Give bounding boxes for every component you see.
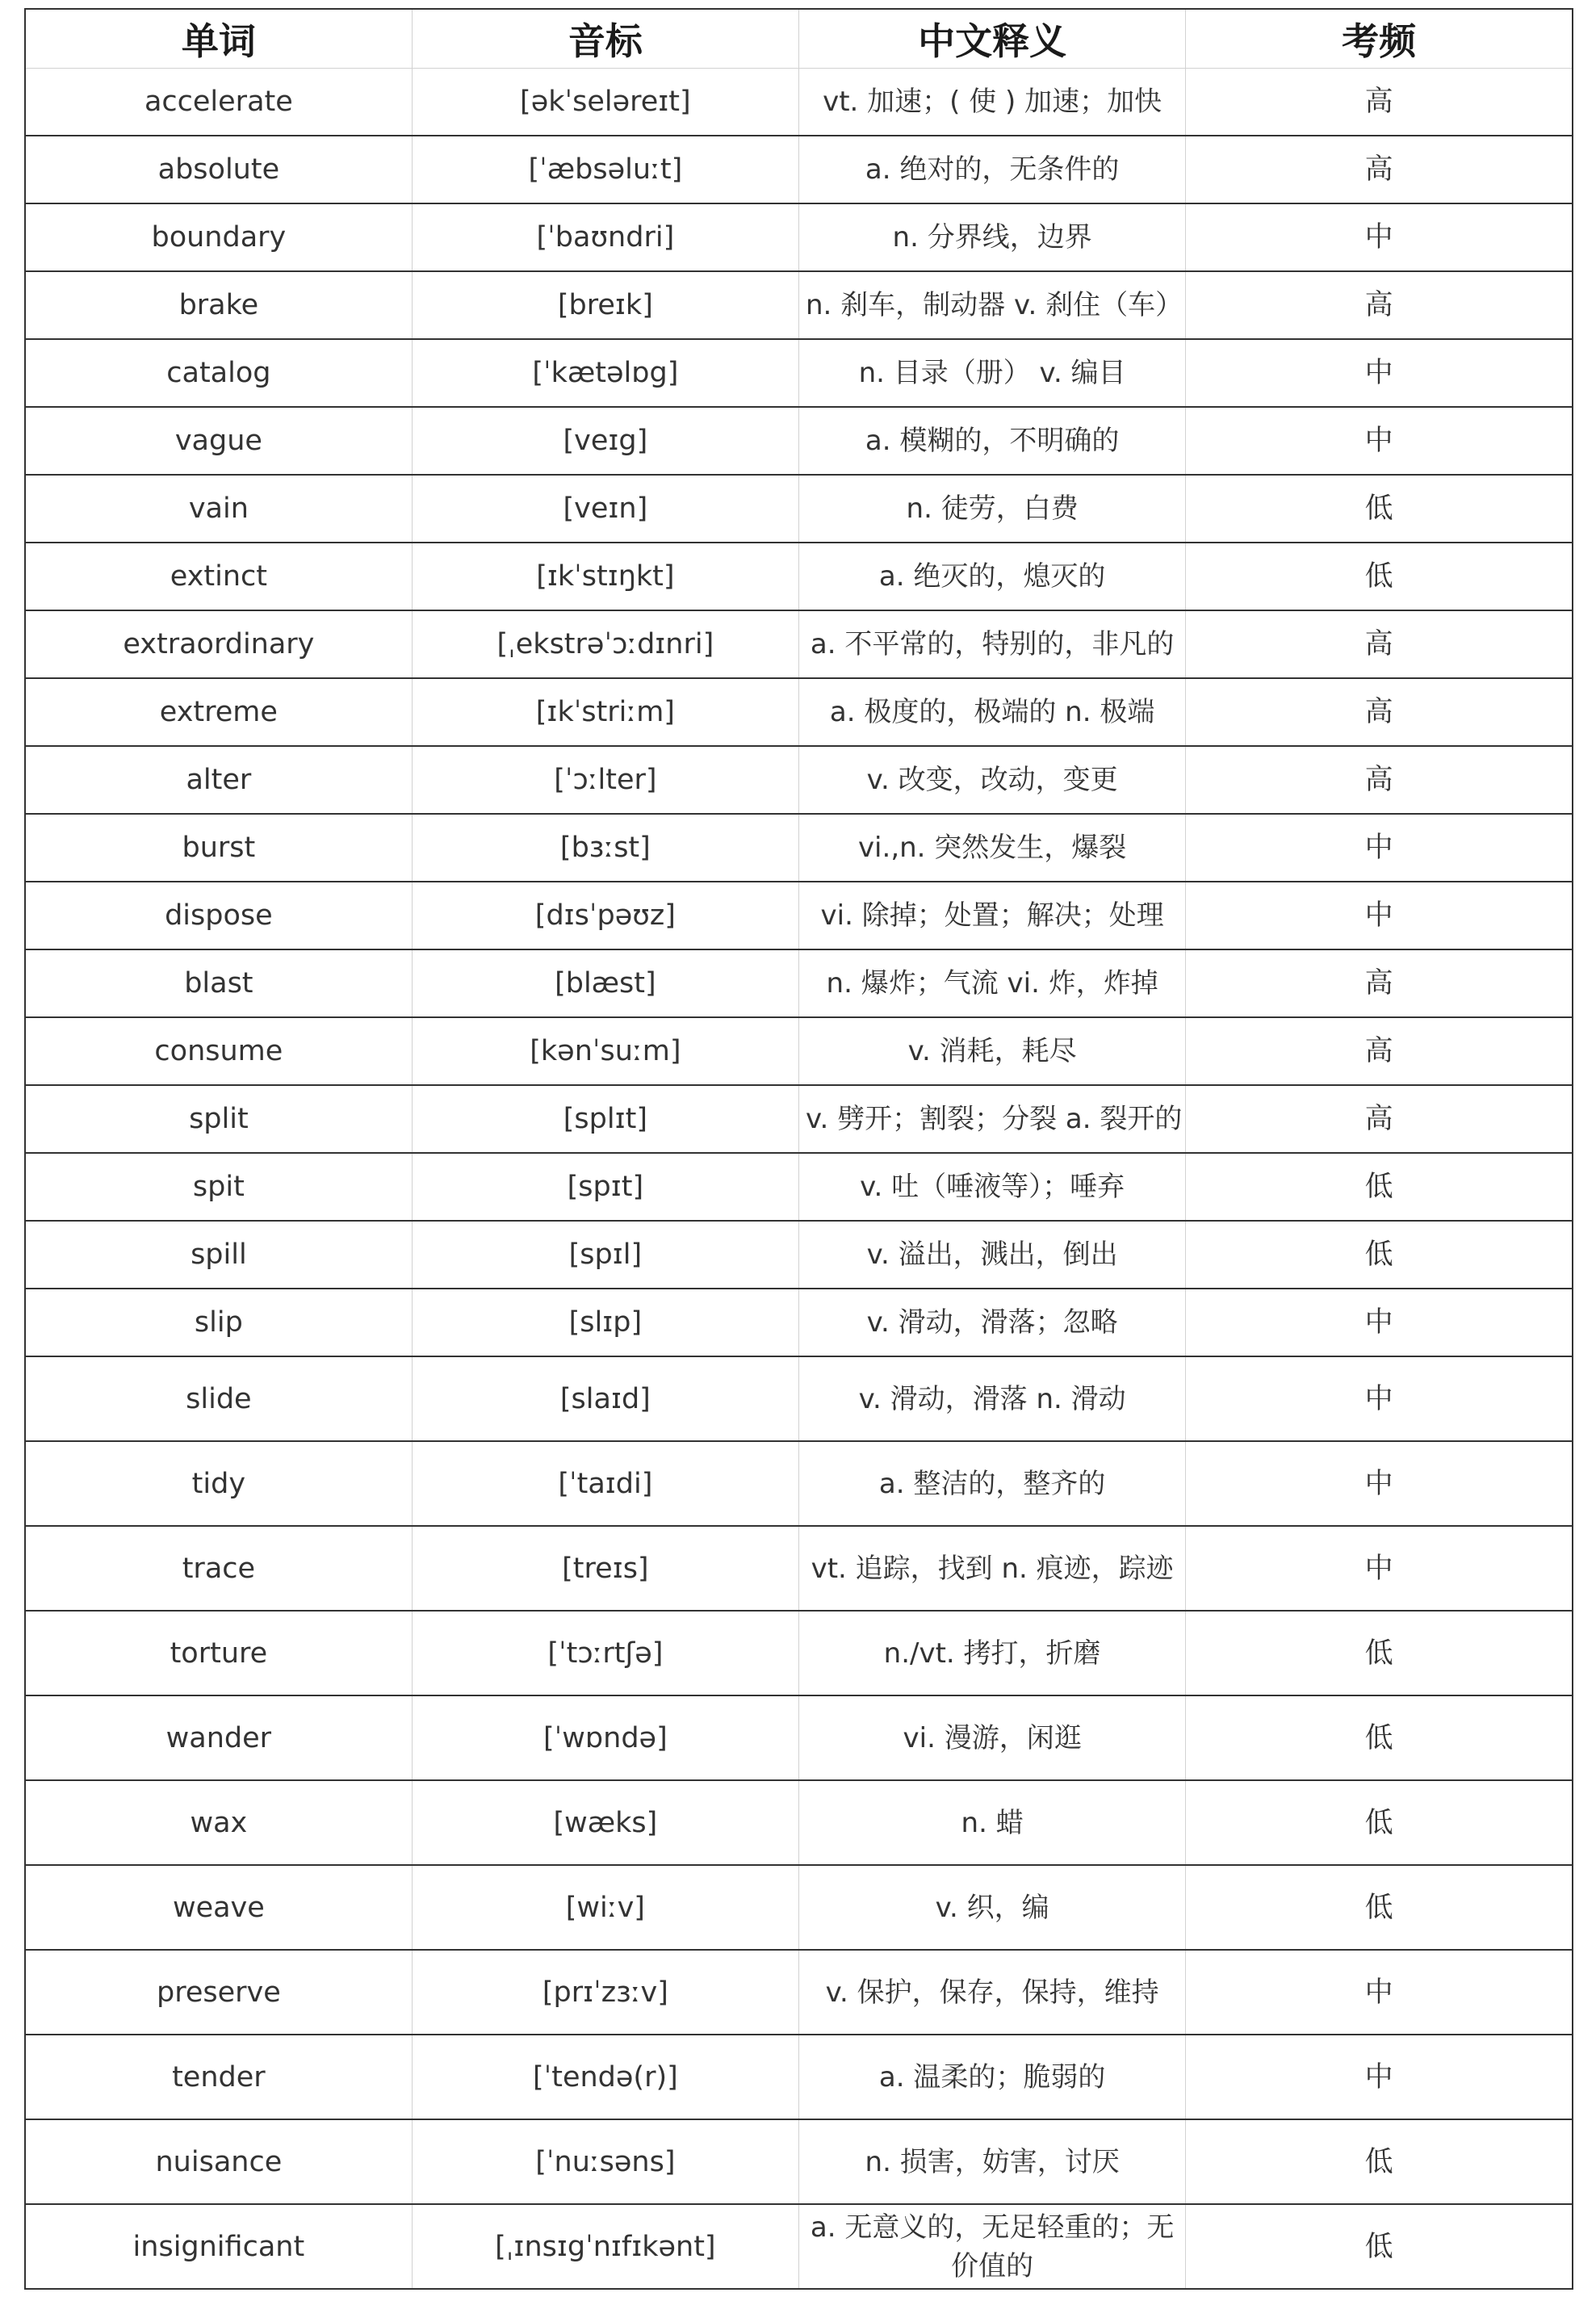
- header-frequency: 考频: [1186, 9, 1573, 69]
- frequency-cell: 高: [1186, 949, 1573, 1017]
- word-cell: dispose: [25, 882, 412, 949]
- table-row: [25, 949, 1573, 1017]
- table-row: [25, 882, 1573, 949]
- table-row: [25, 610, 1573, 678]
- word-cell: nuisance: [25, 2119, 412, 2204]
- table-row: [25, 69, 1573, 136]
- frequency-cell: 中: [1186, 203, 1573, 271]
- frequency-cell: 高: [1186, 136, 1573, 203]
- meaning-cell: n. 损害，妨害，讨厌: [799, 2119, 1186, 2204]
- phonetic-cell: [ˈɔːlter]: [412, 746, 798, 814]
- frequency-cell: 中: [1186, 1526, 1573, 1611]
- phonetic-cell: [ˌɪnsɪgˈnɪfɪkənt]: [412, 2204, 798, 2289]
- word-cell: vain: [25, 475, 412, 543]
- phonetic-cell: [spɪt]: [412, 1153, 798, 1221]
- frequency-cell: 中: [1186, 1289, 1573, 1356]
- table-row: [25, 814, 1573, 882]
- table-row: [25, 1950, 1573, 2035]
- table-row: [25, 1526, 1573, 1611]
- meaning-cell: v. 滑动，滑落；忽略: [799, 1289, 1186, 1356]
- table-row: [25, 1441, 1573, 1526]
- meaning-cell: n. 分界线，边界: [799, 203, 1186, 271]
- frequency-cell: 低: [1186, 2204, 1573, 2289]
- frequency-cell: 中: [1186, 1356, 1573, 1441]
- phonetic-cell: [blæst]: [412, 949, 798, 1017]
- table-row: [25, 543, 1573, 610]
- table-row: [25, 1780, 1573, 1865]
- meaning-cell: n. 爆炸；气流 vi. 炸，炸掉: [799, 949, 1186, 1017]
- frequency-cell: 中: [1186, 339, 1573, 407]
- phonetic-cell: [breɪk]: [412, 271, 798, 339]
- frequency-cell: 中: [1186, 882, 1573, 949]
- table-row: [25, 1017, 1573, 1085]
- frequency-cell: 高: [1186, 678, 1573, 746]
- meaning-cell: a. 温柔的；脆弱的: [799, 2035, 1186, 2119]
- frequency-cell: 低: [1186, 1865, 1573, 1950]
- table-row: [25, 203, 1573, 271]
- word-cell: vague: [25, 407, 412, 475]
- phonetic-cell: [prɪˈzɜːv]: [412, 1950, 798, 2035]
- table-header: [25, 9, 1573, 69]
- phonetic-cell: [ˈæbsəluːt]: [412, 136, 798, 203]
- meaning-cell: v. 改变，改动，变更: [799, 746, 1186, 814]
- table-row: [25, 678, 1573, 746]
- frequency-cell: 低: [1186, 475, 1573, 543]
- word-cell: spit: [25, 1153, 412, 1221]
- frequency-cell: 高: [1186, 610, 1573, 678]
- phonetic-cell: [ˈtaɪdi]: [412, 1441, 798, 1526]
- table-row: [25, 1289, 1573, 1356]
- frequency-cell: 低: [1186, 1695, 1573, 1780]
- meaning-cell: a. 模糊的，不明确的: [799, 407, 1186, 475]
- frequency-cell: 低: [1186, 1611, 1573, 1695]
- word-cell: spill: [25, 1221, 412, 1289]
- frequency-cell: 低: [1186, 1780, 1573, 1865]
- frequency-cell: 低: [1186, 1221, 1573, 1289]
- phonetic-cell: [ˈwɒndə]: [412, 1695, 798, 1780]
- meaning-cell: a. 绝灭的，熄灭的: [799, 543, 1186, 610]
- frequency-cell: 高: [1186, 746, 1573, 814]
- phonetic-cell: [slɪp]: [412, 1289, 798, 1356]
- meaning-cell: v. 吐（唾液等）；唾弃: [799, 1153, 1186, 1221]
- word-cell: alter: [25, 746, 412, 814]
- table-row: [25, 136, 1573, 203]
- word-cell: extraordinary: [25, 610, 412, 678]
- word-cell: boundary: [25, 203, 412, 271]
- table-row: [25, 1221, 1573, 1289]
- meaning-cell: n. 蜡: [799, 1780, 1186, 1865]
- phonetic-cell: [ɪkˈstriːm]: [412, 678, 798, 746]
- word-cell: slip: [25, 1289, 412, 1356]
- word-cell: wander: [25, 1695, 412, 1780]
- word-cell: torture: [25, 1611, 412, 1695]
- table-row: [25, 475, 1573, 543]
- frequency-cell: 低: [1186, 1153, 1573, 1221]
- phonetic-cell: [əkˈseləreɪt]: [412, 69, 798, 136]
- meaning-cell: v. 织，编: [799, 1865, 1186, 1950]
- word-cell: catalog: [25, 339, 412, 407]
- phonetic-cell: [slaɪd]: [412, 1356, 798, 1441]
- frequency-cell: 低: [1186, 543, 1573, 610]
- table-row: [25, 2204, 1573, 2289]
- meaning-cell: a. 整洁的，整齐的: [799, 1441, 1186, 1526]
- table-body: [25, 69, 1573, 2290]
- meaning-cell: v. 滑动，滑落 n. 滑动: [799, 1356, 1186, 1441]
- phonetic-cell: [ˈnuːsəns]: [412, 2119, 798, 2204]
- table-row: [25, 1865, 1573, 1950]
- frequency-cell: 低: [1186, 2119, 1573, 2204]
- meaning-cell: a. 无意义的，无足轻重的；无价值的: [799, 2204, 1186, 2289]
- meaning-cell: a. 绝对的，无条件的: [799, 136, 1186, 203]
- table-row: [25, 1153, 1573, 1221]
- table-row: [25, 1085, 1573, 1153]
- phonetic-cell: [splɪt]: [412, 1085, 798, 1153]
- table-row: [25, 271, 1573, 339]
- phonetic-cell: [ˈbaʊndri]: [412, 203, 798, 271]
- word-cell: burst: [25, 814, 412, 882]
- phonetic-cell: [veɪn]: [412, 475, 798, 543]
- table-row: [25, 746, 1573, 814]
- header-meaning: 中文释义: [799, 9, 1186, 69]
- table-row: [25, 2035, 1573, 2119]
- table-row: [25, 1695, 1573, 1780]
- phonetic-cell: [ɪkˈstɪŋkt]: [412, 543, 798, 610]
- meaning-cell: v. 劈开；割裂；分裂 a. 裂开的: [799, 1085, 1186, 1153]
- meaning-cell: vt. 追踪，找到 n. 痕迹，踪迹: [799, 1526, 1186, 1611]
- header-row: [25, 9, 1573, 69]
- frequency-cell: 中: [1186, 2035, 1573, 2119]
- table-row: [25, 1356, 1573, 1441]
- word-cell: preserve: [25, 1950, 412, 2035]
- phonetic-cell: [treɪs]: [412, 1526, 798, 1611]
- phonetic-cell: [dɪsˈpəʊz]: [412, 882, 798, 949]
- phonetic-cell: [kənˈsuːm]: [412, 1017, 798, 1085]
- phonetic-cell: [spɪl]: [412, 1221, 798, 1289]
- frequency-cell: 高: [1186, 1017, 1573, 1085]
- frequency-cell: 高: [1186, 1085, 1573, 1153]
- word-cell: wax: [25, 1780, 412, 1865]
- table-row: [25, 407, 1573, 475]
- meaning-cell: vi. 漫游，闲逛: [799, 1695, 1186, 1780]
- word-cell: split: [25, 1085, 412, 1153]
- frequency-cell: 中: [1186, 1441, 1573, 1526]
- word-cell: trace: [25, 1526, 412, 1611]
- table-row: [25, 1611, 1573, 1695]
- word-cell: insignificant: [25, 2204, 412, 2289]
- meaning-cell: a. 极度的，极端的 n. 极端: [799, 678, 1186, 746]
- frequency-cell: 中: [1186, 1950, 1573, 2035]
- vocabulary-table: [24, 8, 1573, 2290]
- word-cell: absolute: [25, 136, 412, 203]
- meaning-cell: n. 刹车，制动器 v. 刹住（车）: [799, 271, 1186, 339]
- phonetic-cell: [wæks]: [412, 1780, 798, 1865]
- meaning-cell: vi. 除掉；处置；解决；处理: [799, 882, 1186, 949]
- word-cell: slide: [25, 1356, 412, 1441]
- meaning-cell: v. 溢出，溅出，倒出: [799, 1221, 1186, 1289]
- phonetic-cell: [ˈkætəlɒg]: [412, 339, 798, 407]
- word-cell: blast: [25, 949, 412, 1017]
- frequency-cell: 中: [1186, 814, 1573, 882]
- word-cell: brake: [25, 271, 412, 339]
- frequency-cell: 高: [1186, 271, 1573, 339]
- word-cell: extreme: [25, 678, 412, 746]
- phonetic-cell: [bɜːst]: [412, 814, 798, 882]
- frequency-cell: 高: [1186, 69, 1573, 136]
- phonetic-cell: [wiːv]: [412, 1865, 798, 1950]
- phonetic-cell: [ˈtendə(r)]: [412, 2035, 798, 2119]
- word-cell: accelerate: [25, 69, 412, 136]
- frequency-cell: 中: [1186, 407, 1573, 475]
- meaning-cell: vi.,n. 突然发生，爆裂: [799, 814, 1186, 882]
- header-phonetic: 音标: [412, 9, 798, 69]
- meaning-cell: n. 目录（册） v. 编目: [799, 339, 1186, 407]
- word-cell: tidy: [25, 1441, 412, 1526]
- phonetic-cell: [veɪg]: [412, 407, 798, 475]
- word-cell: extinct: [25, 543, 412, 610]
- phonetic-cell: [ˈtɔːrtʃə]: [412, 1611, 798, 1695]
- meaning-cell: v. 保护，保存，保持，维持: [799, 1950, 1186, 2035]
- meaning-cell: n. 徒劳，白费: [799, 475, 1186, 543]
- phonetic-cell: [ˌekstrəˈɔːdɪnri]: [412, 610, 798, 678]
- meaning-cell: a. 不平常的，特别的，非凡的: [799, 610, 1186, 678]
- word-cell: consume: [25, 1017, 412, 1085]
- table-row: [25, 2119, 1573, 2204]
- meaning-cell: v. 消耗，耗尽: [799, 1017, 1186, 1085]
- word-cell: weave: [25, 1865, 412, 1950]
- word-cell: tender: [25, 2035, 412, 2119]
- meaning-cell: vt. 加速；( 使 ) 加速；加快: [799, 69, 1186, 136]
- meaning-cell: n./vt. 拷打，折磨: [799, 1611, 1186, 1695]
- table-row: [25, 339, 1573, 407]
- header-word: 单词: [25, 9, 412, 69]
